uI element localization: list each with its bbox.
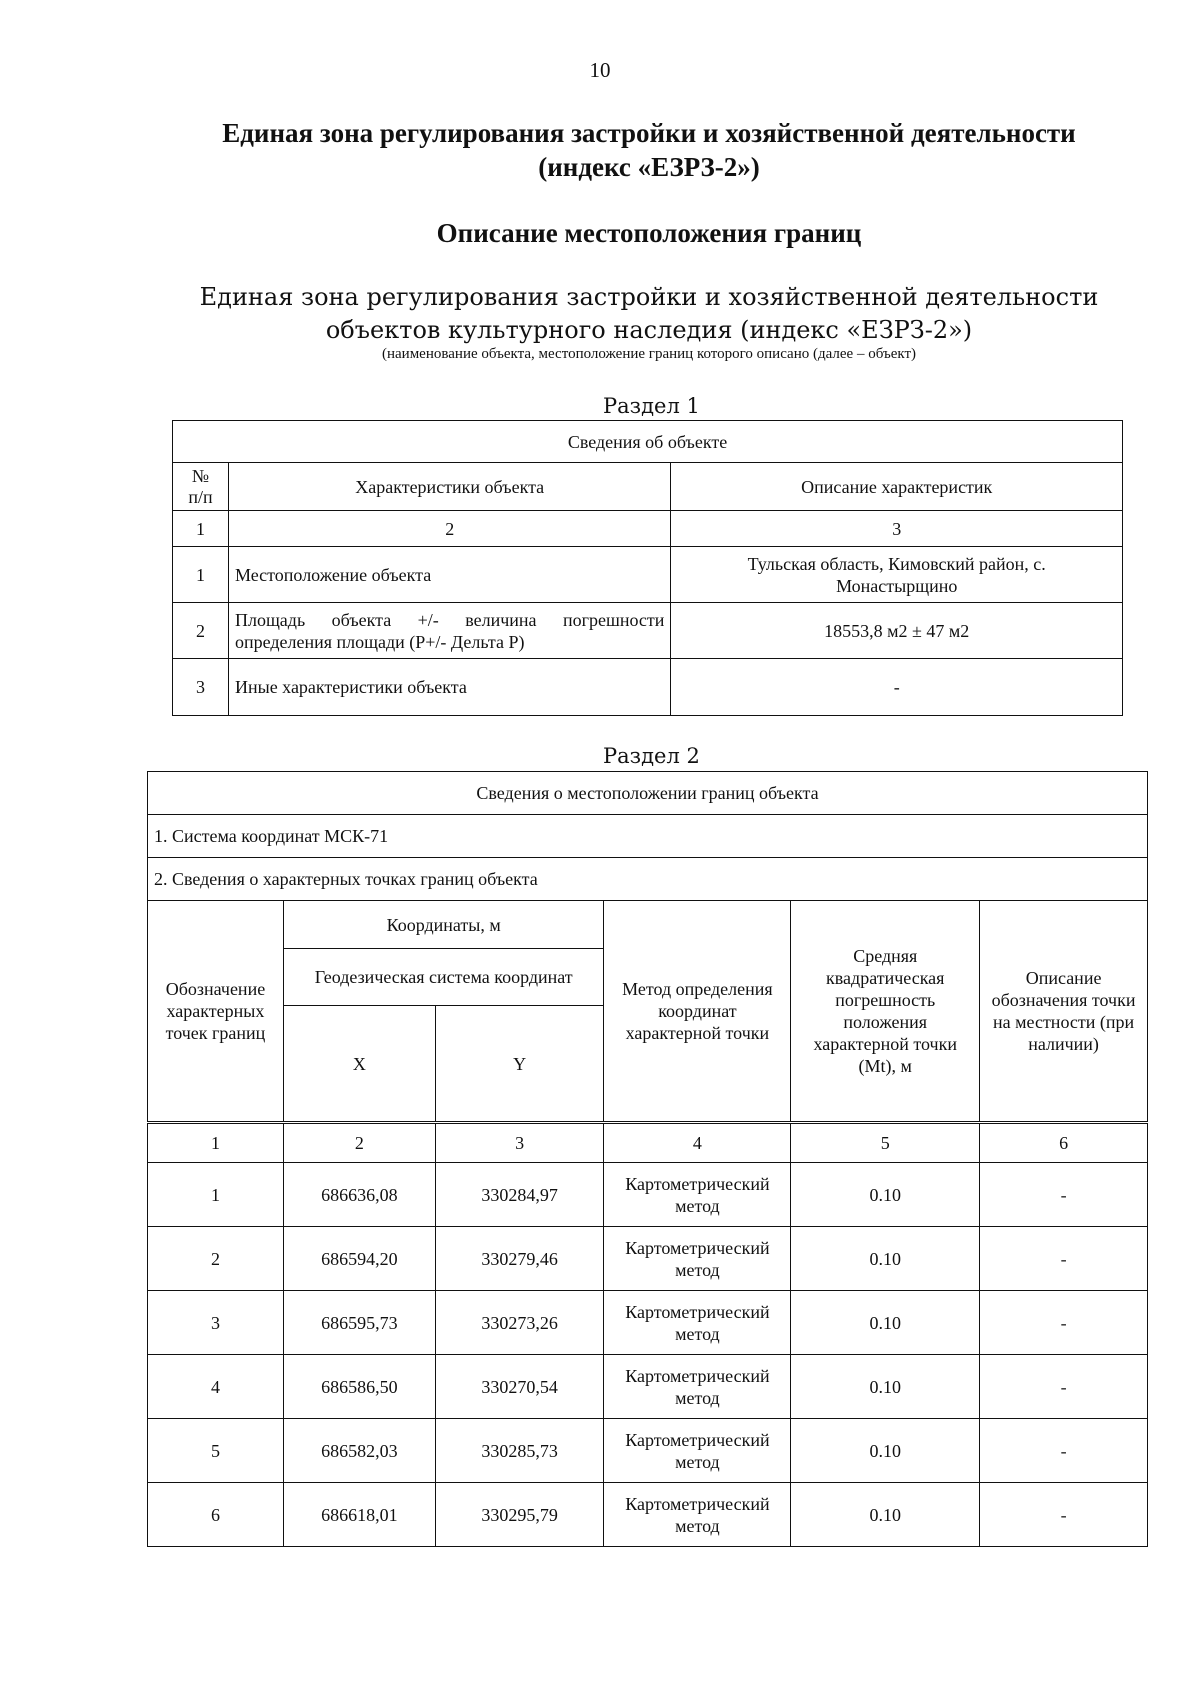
x-cell: 686582,03 <box>283 1419 435 1483</box>
error-cell: 0.10 <box>791 1419 980 1483</box>
characteristic-cell: Площадь объекта +/- величина погрешности определения площади (P+/- Дельта P) <box>228 603 670 659</box>
title-line-1: Единая зона регулирования застройки и хозяйственной деятельности <box>222 118 1076 148</box>
section-2-label: Раздел 2 <box>603 744 700 768</box>
point-number: 3 <box>148 1291 284 1355</box>
col-header-point: Обозначение характерных точек границ <box>148 901 284 1123</box>
description-cell: - <box>980 1419 1148 1483</box>
row-number: 1 <box>173 547 229 603</box>
section-1-label: Раздел 1 <box>603 394 700 418</box>
characteristic-cell: Иные характеристики объекта <box>228 659 670 716</box>
point-number: 5 <box>148 1419 284 1483</box>
row-number: 2 <box>173 603 229 659</box>
y-cell: 330285,73 <box>435 1419 604 1483</box>
description-cell: Тульская область, Кимовский район, с. Монастырщино <box>671 547 1123 603</box>
description-cell: - <box>980 1291 1148 1355</box>
col-header-x: X <box>283 1006 435 1123</box>
y-cell: 330279,46 <box>435 1227 604 1291</box>
y-cell: 330284,97 <box>435 1163 604 1227</box>
col-header-y: Y <box>435 1006 604 1123</box>
object-name-line-1: Единая зона регулирования застройки и хозяйственной деятельности <box>199 283 1099 311</box>
row-number: 3 <box>173 659 229 716</box>
characteristic-cell: Местоположение объекта <box>228 547 670 603</box>
method-cell: Картометрический метод <box>604 1355 791 1419</box>
document-title <box>0 116 1200 184</box>
object-name-hint: (наименование объекта, местоположение границ которого описано (далее – объект) <box>381 346 917 362</box>
index-cell: 4 <box>604 1123 791 1163</box>
col-header-num: № п/п <box>173 463 229 511</box>
coordinate-system: 1. Система координат МСК-71 <box>148 815 1148 858</box>
index-cell: 2 <box>228 511 670 547</box>
table-row <box>148 1291 1148 1355</box>
col-header-coordinates: Координаты, м <box>283 901 604 949</box>
description-cell: 18553,8 м2 ± 47 м2 <box>671 603 1123 659</box>
document-subtitle: Описание местоположения границ <box>436 218 862 248</box>
page-number: 10 <box>589 58 611 82</box>
description-cell: - <box>980 1163 1148 1227</box>
x-cell: 686636,08 <box>283 1163 435 1227</box>
error-cell: 0.10 <box>791 1355 980 1419</box>
table-row <box>148 1123 1148 1163</box>
index-cell: 3 <box>435 1123 604 1163</box>
index-cell: 5 <box>791 1123 980 1163</box>
col-header-description: Описание обозначения точки на местности (при наличии) <box>980 901 1148 1123</box>
method-cell: Картометрический метод <box>604 1483 791 1547</box>
index-cell: 3 <box>671 511 1123 547</box>
table-row <box>148 1163 1148 1227</box>
point-number: 4 <box>148 1355 284 1419</box>
table-row <box>148 1227 1148 1291</box>
index-cell: 1 <box>173 511 229 547</box>
y-cell: 330273,26 <box>435 1291 604 1355</box>
object-name <box>0 281 1200 347</box>
col-header-error: Средняя квадратическая погрешность положения характерной точки (Mt), м <box>791 901 980 1123</box>
y-cell: 330295,79 <box>435 1483 604 1547</box>
col-header-characteristic: Характеристики объекта <box>228 463 670 511</box>
description-cell: - <box>980 1483 1148 1547</box>
table-row <box>148 1483 1148 1547</box>
error-cell: 0.10 <box>791 1483 980 1547</box>
point-number: 2 <box>148 1227 284 1291</box>
error-cell: 0.10 <box>791 1163 980 1227</box>
x-cell: 686594,20 <box>283 1227 435 1291</box>
title-line-2: (индекс «ЕЗРЗ-2») <box>538 152 760 182</box>
col-header-geodetic: Геодезическая система координат <box>283 949 604 1006</box>
index-cell: 2 <box>283 1123 435 1163</box>
point-number: 6 <box>148 1483 284 1547</box>
boundary-points-table <box>147 771 1148 1547</box>
table-row <box>173 659 1123 716</box>
points-header: 2. Сведения о характерных точках границ объекта <box>148 858 1148 901</box>
x-cell: 686595,73 <box>283 1291 435 1355</box>
method-cell: Картометрический метод <box>604 1163 791 1227</box>
table-header: Сведения об объекте <box>173 421 1123 463</box>
index-cell: 1 <box>148 1123 284 1163</box>
x-cell: 686586,50 <box>283 1355 435 1419</box>
table-row <box>148 1355 1148 1419</box>
object-info-table <box>172 420 1123 716</box>
table-header: Сведения о местоположении границ объекта <box>148 772 1148 815</box>
y-cell: 330270,54 <box>435 1355 604 1419</box>
col-header-method: Метод определения координат характерной точки <box>604 901 791 1123</box>
index-cell: 6 <box>980 1123 1148 1163</box>
point-number: 1 <box>148 1163 284 1227</box>
x-cell: 686618,01 <box>283 1483 435 1547</box>
table-row <box>173 547 1123 603</box>
method-cell: Картометрический метод <box>604 1227 791 1291</box>
col-header-description: Описание характеристик <box>671 463 1123 511</box>
description-cell: - <box>671 659 1123 716</box>
table-row <box>148 1419 1148 1483</box>
method-cell: Картометрический метод <box>604 1291 791 1355</box>
method-cell: Картометрический метод <box>604 1419 791 1483</box>
table-row <box>173 511 1123 547</box>
object-name-line-2: объектов культурного наследия (индекс «ЕЗРЗ-2») <box>325 316 973 344</box>
description-cell: - <box>980 1227 1148 1291</box>
description-cell: - <box>980 1355 1148 1419</box>
error-cell: 0.10 <box>791 1291 980 1355</box>
error-cell: 0.10 <box>791 1227 980 1291</box>
table-row <box>173 603 1123 659</box>
